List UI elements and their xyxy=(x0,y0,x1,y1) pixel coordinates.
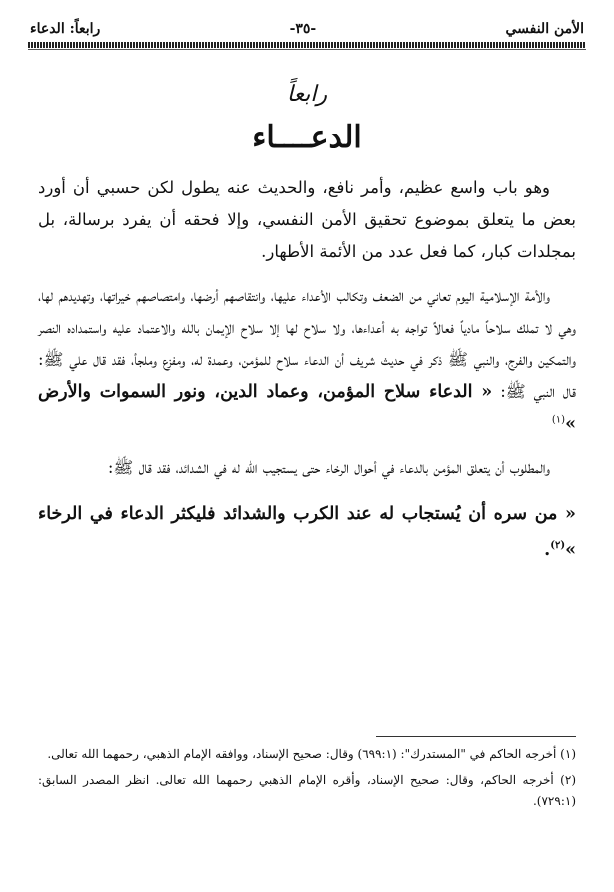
paragraph-2 xyxy=(38,280,576,440)
footnote-ref-1: (١) xyxy=(551,414,566,426)
body-text xyxy=(38,172,576,580)
paragraph-2-text: والأمة الإسلامية اليوم تعاني من الضعف وتكالب الأعداء عليها، وانتقاصهم أرضها، وامتصاصهم خيراتها، وتهديدهم لها، وهي لا تملك سلاحاً مادياً فعالاً تواجه به أعداءها، ولا سلاح لها إلا سلاح الإيمان بالله والاعتماد عليه واستمداده النصر والتمكين والفرج، والنبي ﷺ ذكر في حديث شريف أن الدعاء سلاح للمؤمن، وعمدة له، ومفزع وملجأ، فقد قال علي ﷺ: قال النبي ﷺ: xyxy=(38,286,576,401)
section-label: رابعاً xyxy=(286,82,328,107)
header-rule-thin xyxy=(28,49,586,50)
paragraph-4-end: . xyxy=(544,540,551,560)
header-rule xyxy=(28,42,586,48)
footnote-1: (١) أخرجه الحاكم في "المستدرك": (٦٩٩:١) وقال: صحيح الإسناد، ووافقه الإمام الذهبي، رحمهما الله تعالى. xyxy=(47,747,576,761)
footnote-2: (٢) أخرجه الحاكم، وقال: صحيح الإسناد، وأقره الإمام الذهبي رحمهما الله تعالى. انظر المصدر السابق: (٧٢٩:١). xyxy=(38,773,576,808)
footnote-rule xyxy=(376,736,576,737)
header-chapter-title: رابعاً: الدعاء xyxy=(30,21,101,37)
hadith-quote-2: « من سره أن يُستجاب له عند الكرب والشدائد فليكثر الدعاء في الرخاء » xyxy=(38,504,576,560)
footnote-ref-2: (٢) xyxy=(550,540,566,552)
hadith-quote-1: « الدعاء سلاح المؤمن، وعماد الدين، ونور السموات والأرض » xyxy=(38,382,576,434)
section-title: الدعــــاء xyxy=(252,120,362,155)
paragraph-3: والمطلوب أن يتعلق المؤمن بالدعاء في أحوال الرخاء حتى يستجيب الله له في الشدائد، فقد قال ﷺ: xyxy=(107,458,550,477)
running-header xyxy=(30,16,584,42)
paragraph-1: وهو باب واسع عظيم، وأمر نافع، والحديث عنه يطول لكن حسبي أن أورد بعض ما يتعلق بموضوع تحقيق الأمن النفسي، وإلا فحقه أن يفرد برسالة، بل بمجلدات كبار، كما فعل عدد من الأئمة الأطهار. xyxy=(38,178,576,261)
paragraph-4 xyxy=(38,496,576,568)
footnotes xyxy=(38,744,576,817)
header-page-number: -٣٥- xyxy=(289,21,317,37)
header-book-title: الأمن النفسي xyxy=(505,21,584,37)
